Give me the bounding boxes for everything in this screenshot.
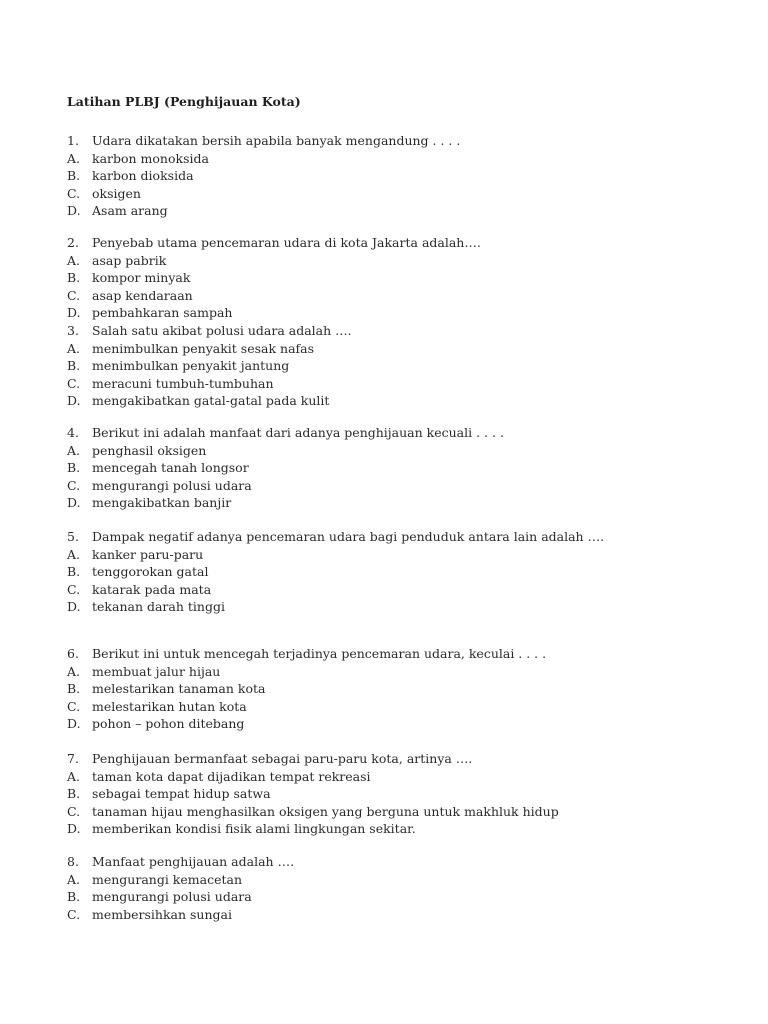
question-4-option-c [67,477,252,494]
question-6-option-d [67,715,244,732]
question-6-option-c [67,698,247,715]
option-letter: B. [67,681,81,696]
option-text: sebagai tempat hidup satwa [92,786,271,801]
option-letter: B. [67,270,81,285]
option-text: mengurangi polusi udara [92,889,252,904]
option-letter: D. [67,495,81,510]
question-text: Penyebab utama pencemaran udara di kota Jakarta adalah…. [92,235,481,250]
question-number: 5. [67,529,79,544]
question-8-option-c [67,906,232,923]
question-number: 3. [67,323,79,338]
option-letter: D. [67,821,81,836]
question-2-option-d [67,304,232,321]
question-3-option-c [67,375,274,392]
question-number: 2. [67,235,79,250]
question-1 [67,132,460,149]
option-letter: D. [67,203,81,218]
option-text: menimbulkan penyakit jantung [92,358,290,373]
option-letter: C. [67,698,81,714]
option-text: tanaman hijau menghasilkan oksigen yang berguna untuk makhluk hidup [92,803,559,819]
question-8-option-a [67,871,242,888]
option-letter: C. [67,906,81,922]
option-letter: B. [67,889,81,904]
question-7 [67,750,472,767]
option-text: karbon monoksida [92,150,209,166]
option-letter: C. [67,185,81,201]
option-text: mengurangi kemacetan [92,871,243,887]
option-letter: C. [67,581,81,597]
option-letter: C. [67,803,81,819]
option-letter: B. [67,786,81,801]
option-text: katarak pada mata [92,581,212,597]
question-number: 1. [67,133,79,148]
question-2-option-a [67,252,166,269]
question-8 [67,853,294,870]
option-text: tekanan darah tinggi [92,599,225,614]
option-text: membuat jalur hijau [92,663,221,679]
option-text: taman kota dapat dijadikan tempat rekreasi [92,768,371,784]
question-number: 4. [67,425,79,440]
option-letter: B. [67,358,81,373]
question-1-option-a [67,150,209,167]
option-text: mengakibatkan gatal-gatal pada kulit [92,393,330,408]
option-text: pohon – pohon ditebang [92,716,245,731]
question-6-option-a [67,663,220,680]
option-letter: A. [67,150,81,166]
question-6-option-b [67,680,265,697]
question-text: Penghijauan bermanfaat sebagai paru-paru kota, artinya …. [92,751,473,766]
question-7-option-b [67,785,271,802]
document-title: Latihan PLBJ (Penghijauan Kota) [67,94,301,109]
question-5-option-a [67,546,203,563]
option-letter: C. [67,375,81,391]
question-7-option-c [67,803,559,820]
option-text: penghasil oksigen [92,442,207,458]
question-4-option-a [67,442,206,459]
option-letter: B. [67,460,81,475]
option-letter: D. [67,716,81,731]
question-7-option-d [67,820,416,837]
option-text: mengakibatkan banjir [92,495,232,510]
question-2 [67,234,481,251]
question-5-option-b [67,563,208,580]
option-text: mengurangi polusi udara [92,477,252,493]
question-5-option-c [67,581,211,598]
question-5 [67,528,604,545]
question-number: 8. [67,854,79,869]
option-letter: B. [67,564,81,579]
question-3 [67,322,352,339]
question-number: 7. [67,751,79,766]
option-text: kanker paru-paru [92,546,204,562]
question-4-option-b [67,459,249,476]
option-text: menimbulkan penyakit sesak nafas [92,340,315,356]
question-4 [67,424,504,441]
question-number: 6. [67,646,79,661]
question-8-option-b [67,888,252,905]
option-letter: A. [67,546,81,562]
question-3-option-d [67,392,329,409]
option-text: tenggorokan gatal [92,564,209,579]
question-text: Dampak negatif adanya pencemaran udara bagi penduduk antara lain adalah …. [92,529,605,544]
option-letter: A. [67,871,81,887]
question-2-option-b [67,269,190,286]
question-text: Salah satu akibat polusi udara adalah …. [92,323,352,338]
option-letter: A. [67,768,81,784]
question-3-option-a [67,340,314,357]
question-text: Berikut ini untuk mencegah terjadinya pencemaran udara, keculai . . . . [92,646,547,661]
option-letter: D. [67,599,81,614]
question-4-option-d [67,494,231,511]
option-letter: C. [67,287,81,303]
question-1-option-d [67,202,168,219]
option-text: memberikan kondisi fisik alami lingkungan sekitar. [92,821,416,836]
option-letter: B. [67,168,81,183]
option-text: mencegah tanah longsor [92,460,249,475]
option-letter: C. [67,477,81,493]
option-letter: D. [67,305,81,320]
option-text: melestarikan hutan kota [92,698,247,714]
option-text: asap kendaraan [92,287,193,303]
option-text: membersihkan sungai [92,906,232,922]
option-letter: D. [67,393,81,408]
option-letter: A. [67,340,81,356]
option-text: melestarikan tanaman kota [92,681,266,696]
question-1-option-c [67,185,141,202]
option-text: pembahkaran sampah [92,305,233,320]
question-3-option-b [67,357,289,374]
option-letter: A. [67,663,81,679]
question-text: Manfaat penghijauan adalah …. [92,854,295,869]
option-text: karbon dioksida [92,168,194,183]
option-text: kompor minyak [92,270,191,285]
question-text: Berikut ini adalah manfaat dari adanya penghijauan kecuali . . . . [92,425,504,440]
question-7-option-a [67,768,371,785]
option-text: Asam arang [92,203,168,218]
question-1-option-b [67,167,194,184]
option-text: meracuni tumbuh-tumbuhan [92,375,274,391]
question-6 [67,645,546,662]
question-2-option-c [67,287,193,304]
option-letter: A. [67,252,81,268]
option-letter: A. [67,442,81,458]
option-text: asap pabrik [92,252,167,268]
option-text: oksigen [92,185,141,201]
question-text: Udara dikatakan bersih apabila banyak mengandung . . . . [92,133,461,148]
question-5-option-d [67,598,225,615]
